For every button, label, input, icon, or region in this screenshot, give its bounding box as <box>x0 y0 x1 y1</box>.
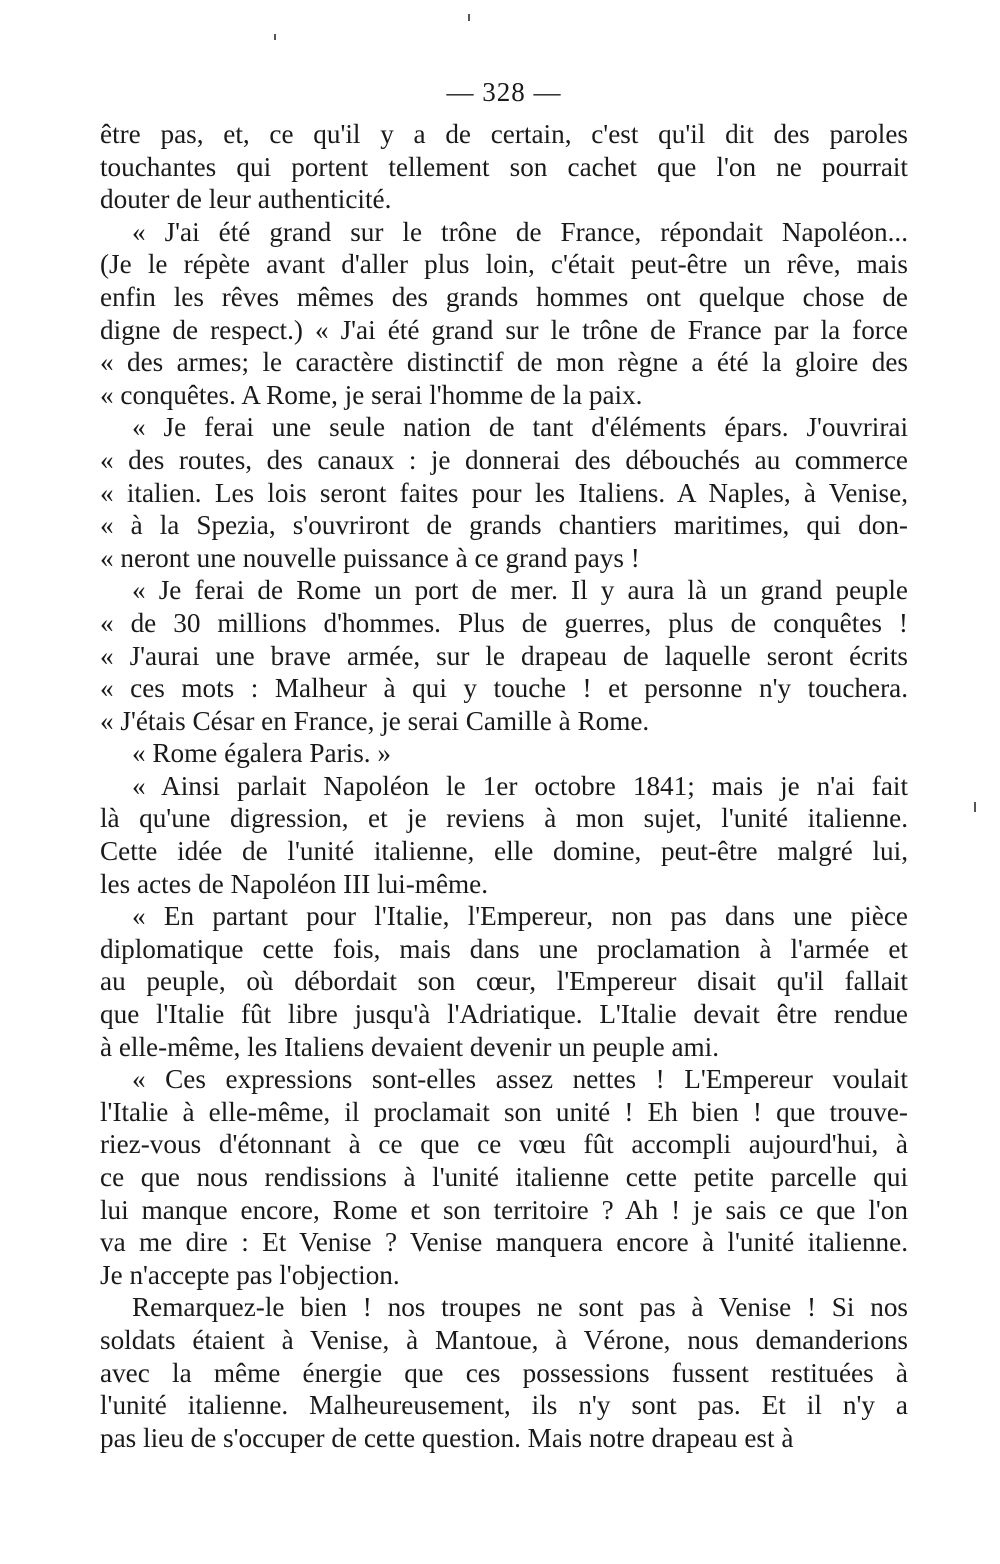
text-line: « J'ai été grand sur le trône de France, répondait Napoléon... <box>132 216 908 247</box>
text-line: soldats étaient à Venise, à Mantoue, à Vérone, nous demanderions <box>100 1324 908 1355</box>
text-line: diplomatique cette fois, mais dans une proclamation à l'armée et <box>100 933 908 964</box>
paragraph <box>100 411 908 574</box>
text-line: là qu'une digression, et je reviens à mon sujet, l'unité italienne. <box>100 803 908 834</box>
text-line: les actes de Napoléon III lui-même. <box>100 868 489 899</box>
text-line: douter de leur authenticité. <box>100 184 392 215</box>
paragraph <box>100 118 908 216</box>
paragraph <box>100 216 908 412</box>
text-line: « des routes, des canaux : je donnerai des débouchés au commerce <box>100 444 908 475</box>
text-line: touchantes qui portent tellement son cachet que l'on ne pourrait <box>100 151 908 182</box>
paragraph <box>100 900 908 1063</box>
text-line: « Je ferai de Rome un port de mer. Il y aura là un grand peuple <box>132 575 908 606</box>
text-line: lui manque encore, Rome et son territoire ? Ah ! je sais ce que l'on <box>100 1194 908 1225</box>
page-number: — 328 — <box>446 77 562 107</box>
paragraph <box>100 1291 908 1454</box>
scan-speck <box>274 34 276 40</box>
text-line: digne de respect.) « J'ai été grand sur le trône de France par la force <box>100 314 908 345</box>
text-line: va me dire : Et Venise ? Venise manquera encore à l'unité italienne. <box>100 1227 908 1258</box>
paragraph <box>100 737 908 770</box>
text-line: « J'aurai une brave armée, sur le drapeau de laquelle seront écrits <box>100 640 908 671</box>
text-line: « conquêtes. A Rome, je serai l'homme de la paix. <box>100 379 643 410</box>
text-line: enfin les rêves mêmes des grands hommes ont quelque chose de <box>100 281 908 312</box>
text-line: « neront une nouvelle puissance à ce grand pays ! <box>100 542 640 573</box>
text-line: « Je ferai une seule nation de tant d'éléments épars. J'ouvrirai <box>132 412 908 443</box>
text-line: l'Italie à elle-même, il proclamait son unité ! Eh bien ! que trouve- <box>100 1096 908 1127</box>
text-line: « à la Spezia, s'ouvriront de grands chantiers maritimes, qui don- <box>100 510 908 541</box>
text-line: l'unité italienne. Malheureusement, ils n'y sont pas. Et il n'y a <box>100 1390 908 1421</box>
body-text <box>100 118 908 1454</box>
text-line: avec la même énergie que ces possessions fussent restituées à <box>100 1357 908 1388</box>
book-page <box>100 72 908 1454</box>
text-line: être pas, et, ce qu'il y a de certain, c'est qu'il dit des paroles <box>100 119 908 149</box>
text-line: « ces mots : Malheur à qui y touche ! et personne n'y touchera. <box>100 673 908 704</box>
text-line: « italien. Les lois seront faites pour les Italiens. A Naples, à Venise, <box>100 477 908 508</box>
text-line: « Ainsi parlait Napoléon le 1er octobre 1841; mais je n'ai fait <box>132 770 908 801</box>
text-line: « Ces expressions sont-elles assez nettes ! L'Empereur voulait <box>132 1064 908 1095</box>
text-line: Je n'accepte pas l'objection. <box>100 1259 400 1290</box>
paragraph <box>100 574 908 737</box>
text-line: pas lieu de s'occuper de cette question. Mais notre drapeau est à <box>100 1422 794 1453</box>
text-line: (Je le répète avant d'aller plus loin, c'était peut-être un rêve, mais <box>100 249 908 280</box>
text-line: « des armes; le caractère distinctif de mon règne a été la gloire des <box>100 347 908 378</box>
text-line: Remarquez-le bien ! nos troupes ne sont pas à Venise ! Si nos <box>132 1292 908 1323</box>
text-line: « J'étais César en France, je serai Camille à Rome. <box>100 705 650 736</box>
paragraph <box>100 1063 908 1291</box>
text-line: à elle-même, les Italiens devaient devenir un peuple ami. <box>100 1031 720 1062</box>
text-line: au peuple, où débordait son cœur, l'Empereur disait qu'il fallait <box>100 966 908 997</box>
text-line: « Rome égalera Paris. » <box>132 738 391 769</box>
text-line: riez-vous d'étonnant à ce que ce vœu fût accompli aujourd'hui, à <box>100 1129 908 1160</box>
scan-speck <box>974 802 976 812</box>
text-line: « En partant pour l'Italie, l'Empereur, non pas dans une pièce <box>132 901 908 932</box>
text-line: Cette idée de l'unité italienne, elle domine, peut-être malgré lui, <box>100 836 908 867</box>
text-line: que l'Italie fût libre jusqu'à l'Adriatique. L'Italie devait être rendue <box>100 999 908 1030</box>
paragraph <box>100 770 908 900</box>
text-line: ce que nous rendissions à l'unité italienne cette petite parcelle qui <box>100 1162 908 1192</box>
text-line: « de 30 millions d'hommes. Plus de guerres, plus de conquêtes ! <box>100 607 908 638</box>
scan-speck <box>468 14 470 21</box>
